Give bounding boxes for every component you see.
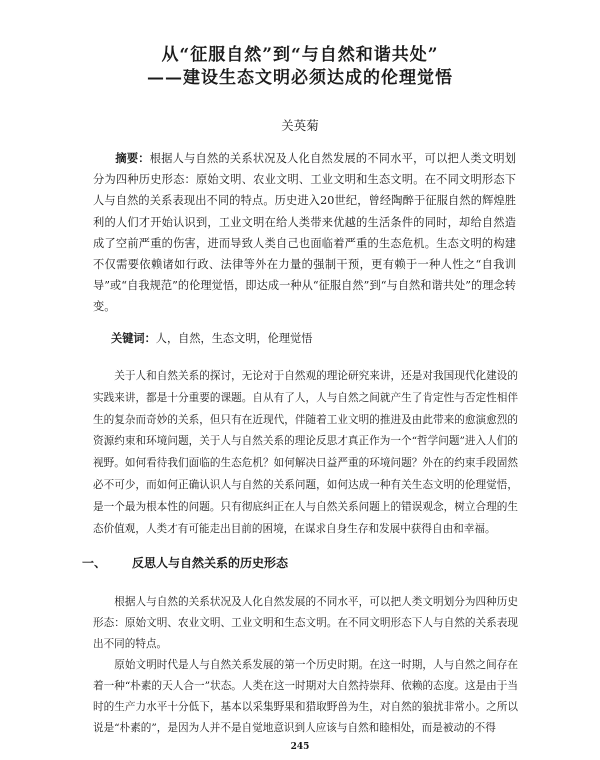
keywords bbox=[111, 330, 516, 346]
abstract-label: 摘要： bbox=[115, 151, 150, 165]
section-title: 反思人与自然关系的历史形态 bbox=[132, 556, 289, 570]
intro-paragraph: 关于人和自然关系的探讨，无论对于自然观的理论研究来讲，还是对我国现代化建设的实践来讲，都是十分重要的课题。自从有了人，人与自然之间就产生了肯定性与否定性相伴生的复杂而奇妙的关系，但只有在近现代，伴随着工业文明的推进及由此带来的愈演愈烈的资源约束和环境问题，关于人与自然关系的理论反思才真正作为一个“哲学问题”进入人们的视野。如何看待我们面临的生态危机？如何解决日益严重的环境问题？外在的约束手段固然必不可少，而如何正确认识人与自然的关系问题，如何达成一种有关生态文明的伦理觉悟，是一个最为根本性的问题。只有彻底纠正在人与自然关系问题上的错误观念，树立合理的生态价值观，人类才有可能走出目前的困境，在谋求自身生存和发展中获得自由和幸福。 bbox=[93, 370, 518, 535]
title-line-1: 从“征服自然”到“与自然和谐共处” bbox=[161, 45, 439, 65]
keywords-label: 关键词： bbox=[111, 331, 156, 345]
keywords-text: 人，自然，生态文明，伦理觉悟 bbox=[155, 332, 313, 345]
body-paragraph-1: 根据人与自然的关系状况及人化自然发展的不同水平，可以把人类文明划分为四种历史形态：原始文明、农业文明、工业文明和生态文明。在不同文明形态下人与自然的关系表现出不同的特点。 bbox=[93, 596, 518, 650]
abstract bbox=[93, 148, 516, 318]
title-line-2: ——建设生态文明必须达成的伦理觉悟 bbox=[147, 68, 453, 88]
author: 关英菊 bbox=[281, 118, 319, 133]
body-paragraph-2: 原始文明时代是人与自然关系发展的第一个历史时期。在这一时期，人与自然之间存在着一种“朴素的天人合一”状态。人类在这一时期对大自然持崇拜、依赖的态度。这是由于当时的生产力水平十分低下，基本以采集野果和猎取野兽为生，对自然的狼扰非常小。之所以说是“朴素的”，是因为人并不是自觉地意识到人应该与自然和睦相处，而是被动的不得 bbox=[93, 659, 518, 734]
section-number: 一、 bbox=[82, 556, 107, 570]
page-number: 245 bbox=[290, 742, 310, 752]
section-heading bbox=[82, 554, 518, 571]
abstract-text: 根据人与自然的关系状况及人化自然发展的不同水平，可以把人类文明划分为四种历史形态：原始文明、农业文明、工业文明和生态文明。在不同文明形态下人与自然的关系表现出不同的特点。历史进入20世纪，曾经陶醉于征服自然的辉煌胜利的人们才开始认识到，工业文明在给人类带来优越的生活条件的同时，却给自然造成了空前严重的伤害，进而导致人类自己也面临着严重的生态危机。生态文明的构建不仅需要依赖诸如行政、法律等外在力量的强制干预，更有赖于一种人性之“自我训导”或“自我规范”的伦理觉悟，即达成一种从“征服自然”到“与自然和谐共处”的理念转变。 bbox=[93, 152, 516, 314]
